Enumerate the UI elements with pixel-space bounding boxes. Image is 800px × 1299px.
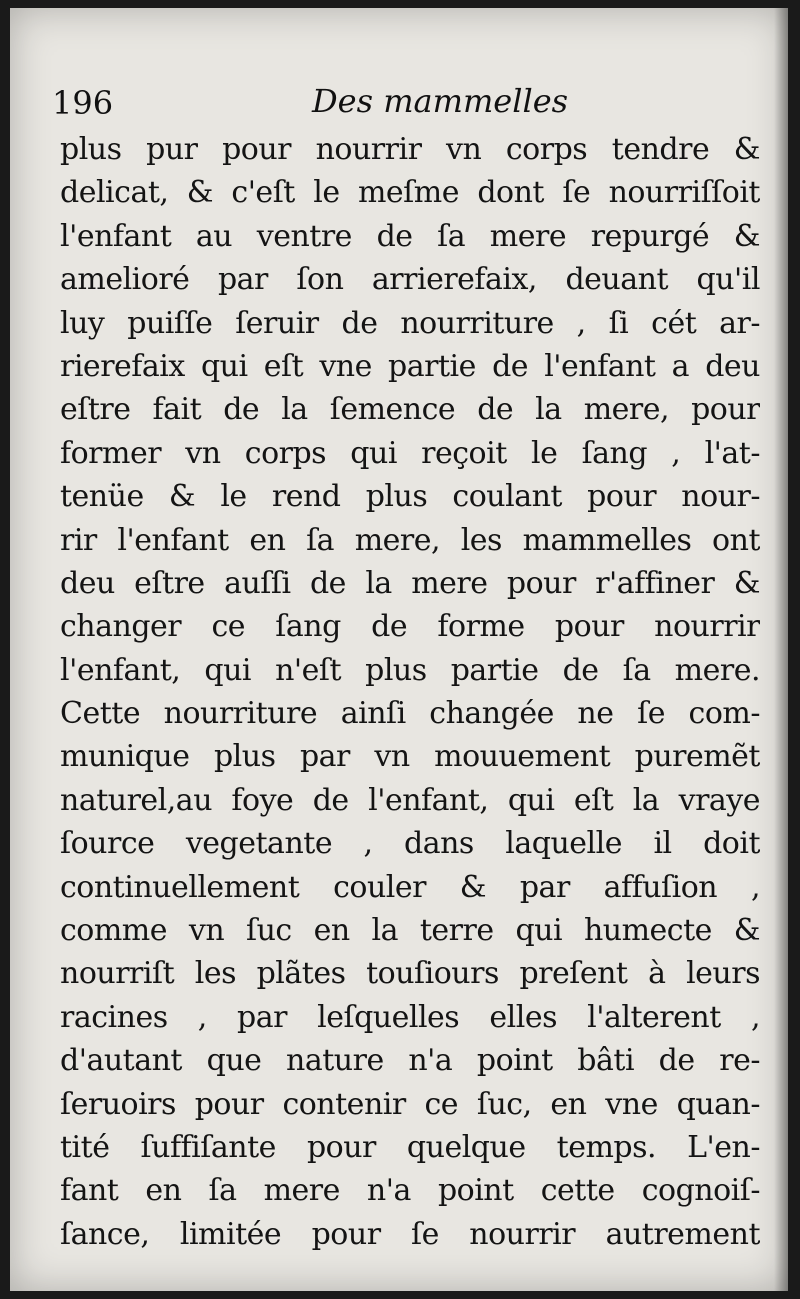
text-line: changer ce ſang de forme pour nourrir (60, 609, 760, 645)
text-line: nourriſt les plãtes touſiours preſent à leurs (60, 956, 760, 992)
text-line: plus pur pour nourrir vn corps tendre & (60, 132, 760, 167)
text-line: d'autant que nature n'a point bâti de re- (60, 1043, 760, 1079)
text-line: eſtre fait de la ſemence de la mere, pour (60, 392, 760, 428)
text-line: munique plus par vn mouuement puremẽt (60, 739, 760, 775)
text-line: deu eſtre auſſi de la mere pour r'affiner & (60, 565, 760, 601)
text-line: rierefaix qui eſt vne partie de l'enfant a deu (60, 348, 760, 384)
text-line: delicat, & c'eſt le meſme dont ſe nourriſſoit (60, 175, 760, 211)
text-line: tité ſuffiſante pour quelque temps. L'en- (60, 1129, 760, 1165)
book-page (10, 8, 788, 1291)
running-title: Des mammelles (312, 82, 569, 120)
text-line: Cette nourriture ainſi changée ne ſe com- (60, 696, 760, 732)
page-edge-shadow (774, 8, 788, 1291)
text-line: ſeruoirs pour contenir ce ſuc, en vne quan- (60, 1086, 760, 1122)
text-line: comme vn ſuc en la terre qui humecte & (60, 913, 760, 949)
text-line: tenüe & le rend plus coulant pour nour- (60, 479, 760, 515)
text-line: former vn corps qui reçoit le ſang , l'at- (60, 435, 760, 471)
text-line: l'enfant, qui n'eſt plus partie de ſa mere. (60, 652, 760, 688)
text-line: ſance, limitée pour ſe nourrir autrement (60, 1216, 760, 1252)
body-text (60, 128, 760, 1256)
page-number: 196 (52, 84, 114, 122)
text-line: continuellement couler & par affuſion , (60, 869, 760, 905)
text-line: racines , par leſquelles elles l'alterent , (60, 999, 760, 1035)
text-line: amelioré par ſon arrierefaix, deuant qu'il (60, 262, 760, 298)
text-line: rir l'enfant en ſa mere, les mammelles ont (60, 522, 760, 558)
page-header (52, 78, 752, 134)
text-line: l'enfant au ventre de ſa mere repurgé & (60, 218, 760, 254)
text-line: luy puiſſe ſeruir de nourriture , ſi cét ar- (60, 305, 760, 341)
text-line: naturel,au foye de l'enfant, qui eſt la vraye (60, 782, 760, 818)
text-line: ſource vegetante , dans laquelle il doit (60, 826, 760, 862)
text-line: fant en ſa mere n'a point cette cognoiſ- (60, 1173, 760, 1209)
